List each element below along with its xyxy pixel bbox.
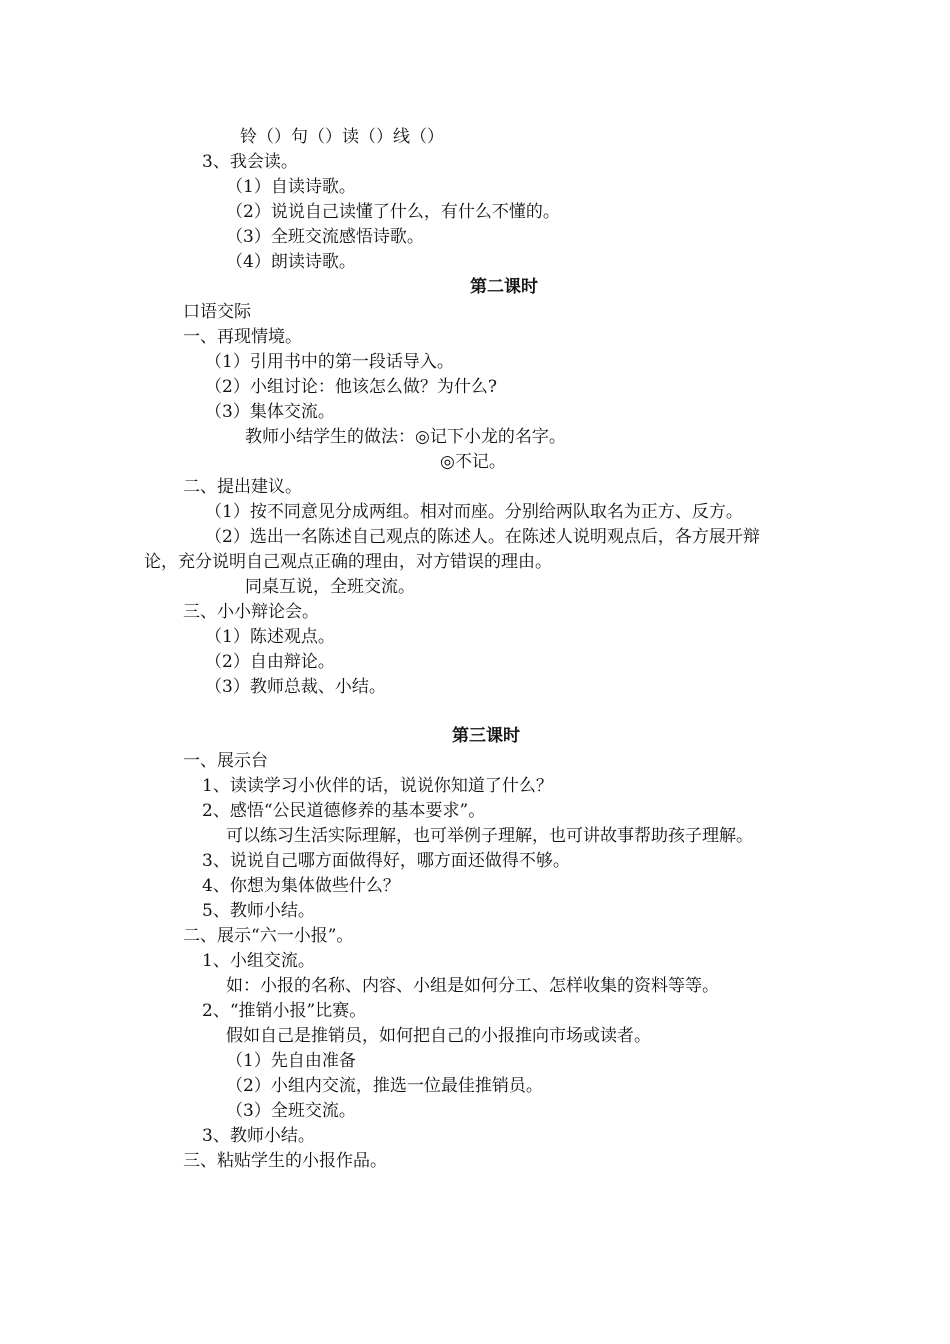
text-line: 口语交际 <box>183 302 251 322</box>
text-line: （3）全班交流。 <box>226 1101 356 1121</box>
text-line: 2、感悟“公民道德修养的基本要求”。 <box>202 801 486 821</box>
text-line: 4、你想为集体做些什么？ <box>202 876 400 896</box>
text-line: （1）按不同意见分成两组。相对而座。分别给两队取名为正方、反方。 <box>205 502 743 522</box>
section-heading: 第三课时 <box>452 726 520 746</box>
text-line: 二、展示“六一小报”。 <box>183 926 354 946</box>
text-line: （1）陈述观点。 <box>205 627 335 647</box>
text-line: 三、粘贴学生的小报作品。 <box>183 1151 387 1171</box>
text-line: （3）全班交流感悟诗歌。 <box>226 227 424 247</box>
text-line: （2）自由辩论。 <box>205 652 335 672</box>
text-line: （2）小组讨论：他该怎么做？为什么? <box>205 377 497 397</box>
text-line: （3）集体交流。 <box>205 402 335 422</box>
text-line: 一、展示台 <box>183 751 268 771</box>
text-line: 3、说说自己哪方面做得好，哪方面还做得不够。 <box>202 851 570 871</box>
text-line: （1）引用书中的第一段话导入。 <box>205 352 454 372</box>
text-line: 3、我会读。 <box>202 152 298 172</box>
text-line: （2）说说自己读懂了什么，有什么不懂的。 <box>226 202 560 222</box>
text-line: 假如自己是推销员，如何把自己的小报推向市场或读者。 <box>226 1026 651 1046</box>
text-line: 1、小组交流。 <box>202 951 315 971</box>
text-line: （2）选出一名陈述自己观点的陈述人。在陈述人说明观点后，各方展开辩 <box>205 527 760 547</box>
text-line: 教师小结学生的做法：◎记下小龙的名字。 <box>245 427 566 447</box>
text-line: 三、小小辩论会。 <box>183 602 319 622</box>
text-line: 1、读读学习小伙伴的话，说说你知道了什么？ <box>202 776 553 796</box>
text-line: 如：小报的名称、内容、小组是如何分工、怎样收集的资料等等。 <box>226 976 719 996</box>
text-line: 论，充分说明自己观点正确的理由，对方错误的理由。 <box>144 552 552 572</box>
text-line: 5、教师小结。 <box>202 901 315 921</box>
text-line: 2、“推销小报”比赛。 <box>202 1001 367 1021</box>
text-line: ◎不记。 <box>440 452 506 472</box>
text-line: 3、教师小结。 <box>202 1126 315 1146</box>
text-line: （2）小组内交流，推选一位最佳推销员。 <box>226 1076 543 1096</box>
text-line: （1）先自由准备 <box>226 1051 356 1071</box>
text-line: （3）教师总裁、小结。 <box>205 677 386 697</box>
text-line: 同桌互说，全班交流。 <box>245 577 415 597</box>
text-line: （4）朗读诗歌。 <box>226 252 356 272</box>
section-heading: 第二课时 <box>470 277 538 297</box>
text-line: 一、再现情境。 <box>183 327 302 347</box>
text-line: 可以练习生活实际理解，也可举例子理解，也可讲故事帮助孩子理解。 <box>226 826 753 846</box>
text-line: （1）自读诗歌。 <box>226 177 356 197</box>
text-line: 二、提出建议。 <box>183 477 302 497</box>
text-line: 铃（）句（）读（）线（） <box>240 127 444 147</box>
